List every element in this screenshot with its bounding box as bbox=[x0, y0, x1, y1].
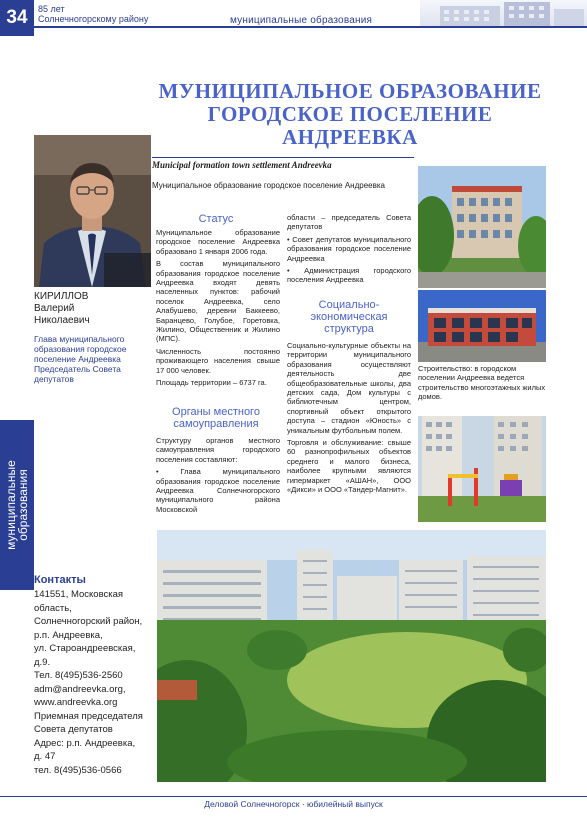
second-column-text bbox=[287, 213, 411, 288]
contact-phone-2: тел. 8(495)536-0566 bbox=[34, 764, 122, 776]
column-paragraph: • Совет депутатов муниципального образования городское поселение Андреевка bbox=[287, 234, 411, 263]
contact-line: Адрес: р.п. Андреевка, bbox=[34, 737, 136, 749]
status-paragraph: Площадь территории – 6737 га. bbox=[156, 378, 267, 388]
footer-text: Деловой Солнечногорск · юбилейный выпуск bbox=[204, 799, 383, 809]
photo-caption: Строительство: в городском поселении Андреевка ведется строительство многоэтажных жилых домов. bbox=[418, 364, 546, 402]
social-paragraph: Торговля и обслуживание: свыше 60 разнопрофильных объектов среднего и малого бизнеса, наиболее крупными являются гипермаркет «АШАН», ООО «Дикси» и ООО «Тандер-Магнит». bbox=[287, 438, 411, 495]
english-caption: Municipal formation town settlement Andreevka bbox=[152, 157, 414, 170]
contact-line: р.п. Андреевка, bbox=[34, 629, 103, 641]
person-surname: КИРИЛЛОВ bbox=[34, 291, 89, 302]
column-paragraph: области – председатель Совета депутатов bbox=[287, 213, 411, 232]
status-text bbox=[156, 228, 280, 391]
footer-rule bbox=[0, 796, 587, 797]
person-patronymic: Николаевич bbox=[34, 315, 90, 326]
page-title: МУНИЦИПАЛЬНОЕ ОБРАЗОВАНИЕ ГОРОДСКОЕ ПОСЕЛЕНИЕ АНДРЕЕВКА bbox=[158, 79, 542, 149]
social-heading: Социально-экономическая структура bbox=[310, 299, 388, 335]
anniversary-label bbox=[38, 4, 148, 24]
portrait-photo bbox=[34, 135, 151, 287]
contact-line: область, bbox=[34, 602, 72, 614]
contact-line: д. 47 bbox=[34, 751, 56, 762]
contact-line: Приемная председателя bbox=[34, 710, 143, 722]
contacts-block bbox=[34, 588, 152, 777]
person-role: Глава муниципального образования городское поселение Андреевка Председатель Совета депутатов bbox=[34, 334, 127, 384]
status-paragraph: Численность постоянно проживающего населения свыше 17 000 человек. bbox=[156, 346, 280, 375]
organs-paragraph: Структуру органов местного самоуправления городского поселения составляют: bbox=[156, 436, 280, 464]
contact-line: ул. Староандреевская, bbox=[34, 643, 136, 654]
column-paragraph: • Администрация городского поселения Андреевка bbox=[287, 266, 411, 285]
organs-text bbox=[156, 436, 280, 517]
contact-line: 141551, Московская bbox=[34, 589, 124, 600]
contact-line: Солнечногорский район, bbox=[34, 616, 143, 627]
contact-phone: Тел. 8(495)536-2560 bbox=[34, 670, 123, 681]
person-name bbox=[34, 291, 144, 327]
contact-line: Совета депутатов bbox=[34, 724, 113, 735]
organs-paragraph: • Глава муниципального образования городское поселение Андреевка Солнечногорского муниципального района Московской bbox=[156, 467, 280, 514]
page-number: 34 bbox=[0, 0, 34, 36]
contact-email: adm@andreevka.org, bbox=[34, 683, 126, 695]
social-paragraph: Социально-культурные объекты на территории муниципального образования осуществляют деятельность две общеобразовательные школы, два детских сада, Дом культуры с библиотечным центром, спортивный объект открытого доступа – стадион «Юность» с уникальным футбольным полем. bbox=[287, 341, 411, 435]
header-building-image bbox=[420, 0, 587, 26]
school-building-photo bbox=[418, 166, 546, 288]
contacts-title: Контакты bbox=[34, 574, 86, 586]
social-text bbox=[287, 341, 411, 498]
person-first-name: Валерий bbox=[34, 303, 75, 314]
side-strip-line-1: муниципальные bbox=[4, 460, 18, 550]
intro-text: Муниципальное образование городское поселение Андреевка bbox=[152, 181, 385, 190]
section-label: муниципальные образования bbox=[230, 15, 373, 26]
playground-photo bbox=[418, 416, 546, 522]
anniversary-line-1: 85 лет bbox=[38, 4, 65, 14]
new-building-photo bbox=[418, 290, 546, 362]
header-rule bbox=[34, 26, 587, 28]
anniversary-line-2: Солнечногорскому району bbox=[38, 14, 149, 24]
status-paragraph: Муниципальное образование городское поселение Андреевка образовано 1 января 2006 года. bbox=[156, 228, 280, 256]
contact-line: д.9. bbox=[34, 656, 51, 668]
status-heading: Статус bbox=[198, 213, 234, 225]
status-paragraph: В состав муниципального образования городское поселение Андреевка входят девять населенных пунктов: рабочий поселок Андреевка, село Алабушево, деревни Баккеево, Баранцево, Голубое, Горетовка, Жилино, Общественник и Жилино (МПС). bbox=[156, 259, 280, 344]
side-strip-label bbox=[5, 460, 29, 550]
panorama-photo bbox=[157, 530, 546, 782]
contact-website: www.andreevka.org bbox=[34, 697, 118, 708]
side-strip-line-2: образования bbox=[16, 469, 30, 541]
organs-heading: Органы местного самоуправления bbox=[172, 406, 260, 430]
